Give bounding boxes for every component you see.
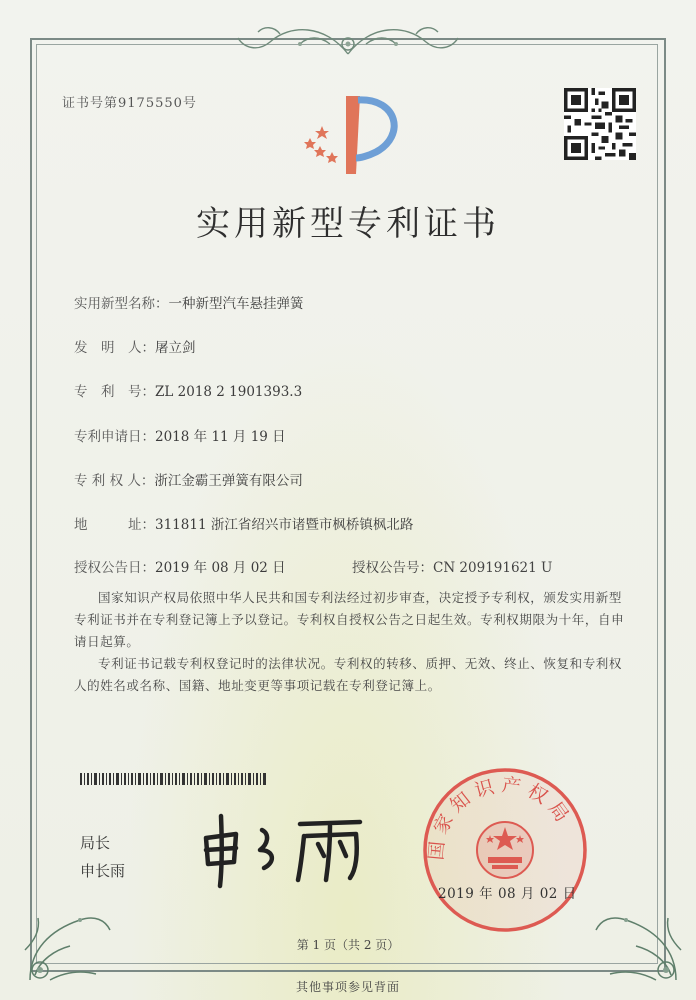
body-paragraph-2: 专利证书记载专利权登记时的法律状况。专利权的转移、质押、无效、终止、恢复和专利权人的姓名或名称、国籍、地址变更等事项记载在专利登记簿上。	[74, 656, 623, 693]
field-value: ZL 2018 2 1901393.3	[155, 384, 303, 400]
field-value: 一种新型汽车悬挂弹簧	[168, 296, 304, 312]
field-patent-number	[74, 380, 302, 400]
field-value: 2019 年 08 月 02 日	[155, 560, 286, 576]
field-label: 专 利 权 人：	[74, 473, 155, 489]
official-seal-icon	[420, 765, 590, 935]
director-title: 局长	[80, 834, 111, 852]
body-paragraph-1: 国家知识产权局依照中华人民共和国专利法经过初步审查，决定授予专利权，颁发实用新型专利证书并在专利登记簿上予以登记。专利权自授权公告之日起生效。专利权期限为十年，自申请日起算。	[74, 590, 625, 649]
field-grant-number	[352, 556, 552, 576]
footer-note: 其他事项参见背面	[295, 980, 400, 994]
seal-text: 国家知识产权局	[425, 773, 577, 862]
cnipa-logo-icon	[298, 92, 408, 178]
field-grant-date	[74, 556, 286, 576]
signature-icon	[200, 810, 370, 890]
field-address	[74, 513, 413, 533]
field-value: 2018 年 11 月 19 日	[155, 429, 286, 445]
field-value: 311811 浙江省绍兴市诸暨市枫桥镇枫北路	[155, 517, 414, 533]
qr-code-icon	[564, 88, 636, 160]
bottom-left-ornament-icon	[10, 880, 120, 990]
field-label: 专利申请日：	[74, 429, 155, 445]
director-name: 申长雨	[80, 862, 126, 880]
field-utility-model-name	[74, 292, 304, 312]
seal-date: 2019 年 08 月 02 日	[438, 886, 577, 902]
field-label: 专 利 号：	[74, 384, 155, 400]
bottom-right-ornament-icon	[586, 880, 696, 990]
certificate-title: 实用新型专利证书	[196, 204, 500, 244]
field-value: CN 209191621 U	[433, 560, 553, 576]
field-value: 屠立剑	[155, 340, 196, 356]
field-label: 授权公告日：	[74, 560, 155, 576]
field-patentee	[74, 469, 303, 489]
field-value: 浙江金霸王弹簧有限公司	[154, 473, 303, 489]
field-application-date	[74, 425, 286, 445]
field-label: 发 明 人：	[74, 340, 155, 356]
field-label: 授权公告号：	[352, 560, 433, 576]
field-inventor	[74, 336, 196, 356]
field-label: 实用新型名称：	[74, 296, 169, 312]
barcode-icon	[80, 773, 266, 785]
page-number: 第 1 页（共 2 页）	[296, 938, 400, 952]
certificate-number: 证书号第9175550号	[62, 96, 197, 111]
top-ornament-icon	[230, 14, 466, 64]
field-label: 地 址：	[74, 517, 155, 533]
